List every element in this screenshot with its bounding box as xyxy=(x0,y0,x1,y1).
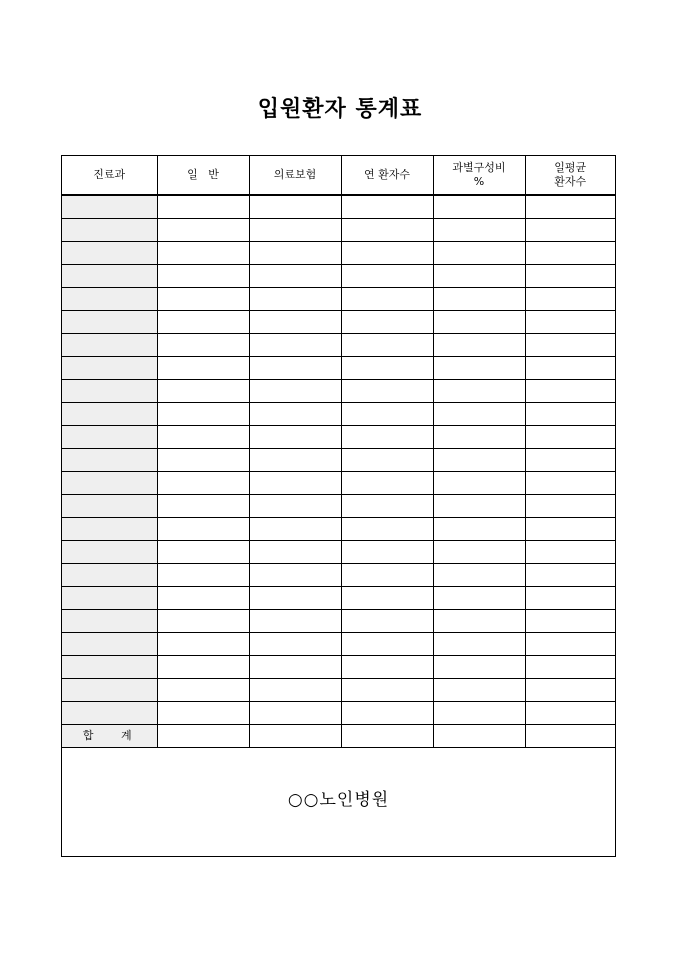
value-cell[interactable] xyxy=(249,495,341,518)
department-cell[interactable] xyxy=(62,449,157,472)
table-row xyxy=(62,633,615,656)
value-cell[interactable] xyxy=(433,288,525,311)
value-cell[interactable] xyxy=(433,472,525,495)
table-row xyxy=(62,334,615,357)
value-cell[interactable] xyxy=(249,265,341,288)
value-cell[interactable] xyxy=(433,541,525,564)
value-cell[interactable] xyxy=(249,426,341,449)
value-cell[interactable] xyxy=(249,541,341,564)
value-cell[interactable] xyxy=(433,403,525,426)
total-value-cell[interactable] xyxy=(249,725,341,748)
value-cell[interactable] xyxy=(249,195,341,219)
value-cell[interactable] xyxy=(341,679,433,702)
value-cell[interactable] xyxy=(433,518,525,541)
value-cell[interactable] xyxy=(157,564,249,587)
value-cell[interactable] xyxy=(157,449,249,472)
value-cell[interactable] xyxy=(341,518,433,541)
value-cell[interactable] xyxy=(249,219,341,242)
value-cell[interactable] xyxy=(249,679,341,702)
department-cell[interactable] xyxy=(62,357,157,380)
value-cell[interactable] xyxy=(525,564,615,587)
value-cell[interactable] xyxy=(249,633,341,656)
value-cell[interactable] xyxy=(341,380,433,403)
value-cell[interactable] xyxy=(157,495,249,518)
header-daily-average: 일평균 환자수 xyxy=(525,156,615,195)
department-cell[interactable] xyxy=(62,380,157,403)
value-cell[interactable] xyxy=(525,633,615,656)
table-row xyxy=(62,541,615,564)
value-cell[interactable] xyxy=(341,311,433,334)
value-cell[interactable] xyxy=(525,610,615,633)
value-cell[interactable] xyxy=(341,564,433,587)
department-cell[interactable] xyxy=(62,541,157,564)
department-cell[interactable] xyxy=(62,472,157,495)
value-cell[interactable] xyxy=(341,288,433,311)
value-cell[interactable] xyxy=(157,610,249,633)
department-cell[interactable] xyxy=(62,587,157,610)
value-cell[interactable] xyxy=(341,702,433,725)
value-cell[interactable] xyxy=(525,541,615,564)
table-row xyxy=(62,219,615,242)
department-cell[interactable] xyxy=(62,679,157,702)
table-row xyxy=(62,380,615,403)
table-row xyxy=(62,357,615,380)
value-cell[interactable] xyxy=(433,357,525,380)
value-cell[interactable] xyxy=(341,495,433,518)
inpatient-statistics-table xyxy=(62,156,615,852)
table-row xyxy=(62,518,615,541)
department-cell[interactable] xyxy=(62,656,157,679)
department-cell[interactable] xyxy=(62,702,157,725)
total-value-cell[interactable] xyxy=(341,725,433,748)
value-cell[interactable] xyxy=(525,311,615,334)
value-cell[interactable] xyxy=(433,195,525,219)
department-cell[interactable] xyxy=(62,311,157,334)
table-row xyxy=(62,403,615,426)
hospital-name: ○○노인병원 xyxy=(62,748,615,853)
value-cell[interactable] xyxy=(525,679,615,702)
header-medical-insurance: 의료보험 xyxy=(249,156,341,195)
department-cell[interactable] xyxy=(62,518,157,541)
value-cell[interactable] xyxy=(525,357,615,380)
value-cell[interactable] xyxy=(157,656,249,679)
value-cell[interactable] xyxy=(433,311,525,334)
value-cell[interactable] xyxy=(341,242,433,265)
table-row xyxy=(62,311,615,334)
value-cell[interactable] xyxy=(433,242,525,265)
value-cell[interactable] xyxy=(157,541,249,564)
value-cell[interactable] xyxy=(341,449,433,472)
table-row xyxy=(62,288,615,311)
department-cell[interactable] xyxy=(62,242,157,265)
value-cell[interactable] xyxy=(525,403,615,426)
value-cell[interactable] xyxy=(249,656,341,679)
value-cell[interactable] xyxy=(157,311,249,334)
department-cell[interactable] xyxy=(62,219,157,242)
value-cell[interactable] xyxy=(249,587,341,610)
department-cell[interactable] xyxy=(62,426,157,449)
statistics-sheet xyxy=(61,155,616,857)
value-cell[interactable] xyxy=(341,219,433,242)
table-row xyxy=(62,610,615,633)
value-cell[interactable] xyxy=(433,334,525,357)
value-cell[interactable] xyxy=(157,518,249,541)
header-department: 진료과 xyxy=(62,156,157,195)
value-cell[interactable] xyxy=(157,334,249,357)
value-cell[interactable] xyxy=(341,334,433,357)
value-cell[interactable] xyxy=(433,495,525,518)
value-cell[interactable] xyxy=(249,472,341,495)
value-cell[interactable] xyxy=(433,449,525,472)
value-cell[interactable] xyxy=(433,610,525,633)
department-cell[interactable] xyxy=(62,195,157,219)
table-header-row xyxy=(62,156,615,195)
total-value-cell[interactable] xyxy=(157,725,249,748)
table-row xyxy=(62,495,615,518)
value-cell[interactable] xyxy=(433,587,525,610)
value-cell[interactable] xyxy=(249,610,341,633)
value-cell[interactable] xyxy=(525,242,615,265)
total-value-cell[interactable] xyxy=(433,725,525,748)
value-cell[interactable] xyxy=(433,265,525,288)
value-cell[interactable] xyxy=(157,587,249,610)
table-row xyxy=(62,426,615,449)
value-cell[interactable] xyxy=(341,541,433,564)
value-cell[interactable] xyxy=(433,380,525,403)
value-cell[interactable] xyxy=(525,518,615,541)
value-cell[interactable] xyxy=(157,195,249,219)
value-cell[interactable] xyxy=(525,495,615,518)
value-cell[interactable] xyxy=(525,334,615,357)
table-row xyxy=(62,449,615,472)
value-cell[interactable] xyxy=(249,242,341,265)
value-cell[interactable] xyxy=(249,702,341,725)
value-cell[interactable] xyxy=(157,426,249,449)
value-cell[interactable] xyxy=(341,195,433,219)
value-cell[interactable] xyxy=(341,633,433,656)
value-cell[interactable] xyxy=(249,357,341,380)
value-cell[interactable] xyxy=(433,656,525,679)
value-cell[interactable] xyxy=(157,472,249,495)
value-cell[interactable] xyxy=(249,380,341,403)
value-cell[interactable] xyxy=(525,472,615,495)
header-annual-patients: 연 환자수 xyxy=(341,156,433,195)
value-cell[interactable] xyxy=(249,334,341,357)
value-cell[interactable] xyxy=(433,679,525,702)
department-cell[interactable] xyxy=(62,610,157,633)
value-cell[interactable] xyxy=(157,679,249,702)
value-cell[interactable] xyxy=(525,219,615,242)
table-row xyxy=(62,472,615,495)
value-cell[interactable] xyxy=(525,195,615,219)
department-cell[interactable] xyxy=(62,334,157,357)
value-cell[interactable] xyxy=(341,587,433,610)
value-cell[interactable] xyxy=(157,219,249,242)
value-cell[interactable] xyxy=(249,403,341,426)
value-cell[interactable] xyxy=(433,219,525,242)
value-cell[interactable] xyxy=(249,518,341,541)
document-title: 입원환자 통계표 xyxy=(257,97,423,122)
value-cell[interactable] xyxy=(433,426,525,449)
table-row xyxy=(62,564,615,587)
value-cell[interactable] xyxy=(341,472,433,495)
value-cell[interactable] xyxy=(525,702,615,725)
value-cell[interactable] xyxy=(525,380,615,403)
value-cell[interactable] xyxy=(157,265,249,288)
total-label: 합 계 xyxy=(62,725,157,748)
value-cell[interactable] xyxy=(341,403,433,426)
table-row xyxy=(62,656,615,679)
value-cell[interactable] xyxy=(341,610,433,633)
department-cell[interactable] xyxy=(62,288,157,311)
table-row xyxy=(62,195,615,219)
value-cell[interactable] xyxy=(341,656,433,679)
header-general: 일 반 xyxy=(157,156,249,195)
department-cell[interactable] xyxy=(62,633,157,656)
value-cell[interactable] xyxy=(157,242,249,265)
value-cell[interactable] xyxy=(157,633,249,656)
value-cell[interactable] xyxy=(525,449,615,472)
header-department-ratio: 과별구성비 % xyxy=(433,156,525,195)
value-cell[interactable] xyxy=(249,449,341,472)
department-cell[interactable] xyxy=(62,495,157,518)
total-row xyxy=(62,725,615,748)
footer-row xyxy=(62,748,615,853)
department-cell[interactable] xyxy=(62,403,157,426)
value-cell[interactable] xyxy=(249,311,341,334)
table-row xyxy=(62,242,615,265)
total-value-cell[interactable] xyxy=(525,725,615,748)
table-row xyxy=(62,679,615,702)
value-cell[interactable] xyxy=(249,564,341,587)
value-cell[interactable] xyxy=(433,564,525,587)
value-cell[interactable] xyxy=(341,426,433,449)
value-cell[interactable] xyxy=(525,656,615,679)
value-cell[interactable] xyxy=(341,357,433,380)
department-cell[interactable] xyxy=(62,265,157,288)
value-cell[interactable] xyxy=(433,633,525,656)
value-cell[interactable] xyxy=(157,380,249,403)
value-cell[interactable] xyxy=(157,403,249,426)
department-cell[interactable] xyxy=(62,564,157,587)
value-cell[interactable] xyxy=(525,288,615,311)
value-cell[interactable] xyxy=(157,288,249,311)
value-cell[interactable] xyxy=(525,587,615,610)
value-cell[interactable] xyxy=(157,357,249,380)
value-cell[interactable] xyxy=(249,288,341,311)
value-cell[interactable] xyxy=(157,702,249,725)
table-row xyxy=(62,587,615,610)
value-cell[interactable] xyxy=(525,426,615,449)
table-row xyxy=(62,265,615,288)
value-cell[interactable] xyxy=(433,702,525,725)
value-cell[interactable] xyxy=(341,265,433,288)
table-row xyxy=(62,702,615,725)
value-cell[interactable] xyxy=(525,265,615,288)
